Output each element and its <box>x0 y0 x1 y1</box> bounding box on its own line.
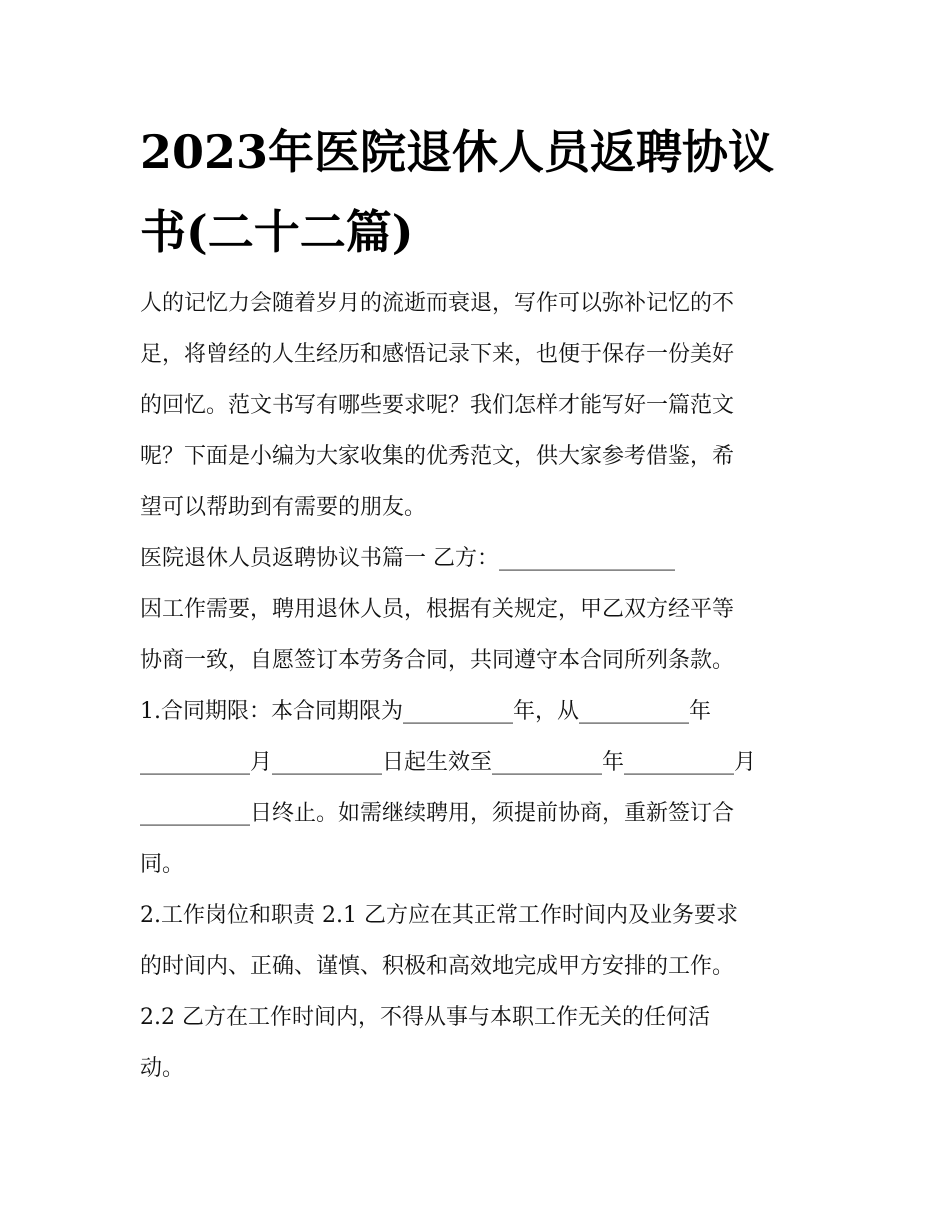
title-line: 书(二十二篇) <box>140 205 414 259</box>
paragraph-line: 协商一致，自愿签订本劳务合同，共同遵守本合同所列条款。 <box>140 648 735 673</box>
intro-line: 人的记忆力会随着岁月的流逝而衰退，写作可以弥补记忆的不 <box>140 291 735 316</box>
clause-line: 的时间内、正确、谨慎、积极和高效地完成甲方安排的工作。 <box>140 954 735 979</box>
clause-line: 2.工作岗位和职责 2.1 乙方应在其正常工作时间内及业务要求 <box>140 903 738 928</box>
clause-line: 1.合同期限：本合同期限为__________年，从__________年 <box>140 699 711 724</box>
intro-line: 足，将曾经的人生经历和感悟记录下来，也便于保存一份美好 <box>140 342 735 367</box>
title-line: 2023年医院退休人员返聘协议 <box>140 125 775 179</box>
clause-line: __________日终止。如需继续聘用，须提前协商，重新签订合 <box>140 801 735 826</box>
clause-line: __________月__________日起生效至__________年__________月 <box>140 750 757 775</box>
intro-line: 望可以帮助到有需要的朋友。 <box>140 495 427 520</box>
clause-line: 2.2 乙方在工作时间内，不得从事与本职工作无关的任何活 <box>140 1005 710 1030</box>
clause-line: 动。 <box>140 1056 185 1081</box>
document-title <box>140 112 820 272</box>
section-heading-line: 医院退休人员返聘协议书篇一 乙方：________________ <box>140 546 675 571</box>
paragraph-line: 因工作需要，聘用退休人员，根据有关规定，甲乙双方经平等 <box>140 597 735 622</box>
document-body <box>140 278 820 1094</box>
intro-line: 呢？下面是小编为大家收集的优秀范文，供大家参考借鉴，希 <box>140 444 735 469</box>
clause-line: 同。 <box>140 852 185 877</box>
intro-line: 的回忆。范文书写有哪些要求呢？我们怎样才能写好一篇范文 <box>140 393 735 418</box>
